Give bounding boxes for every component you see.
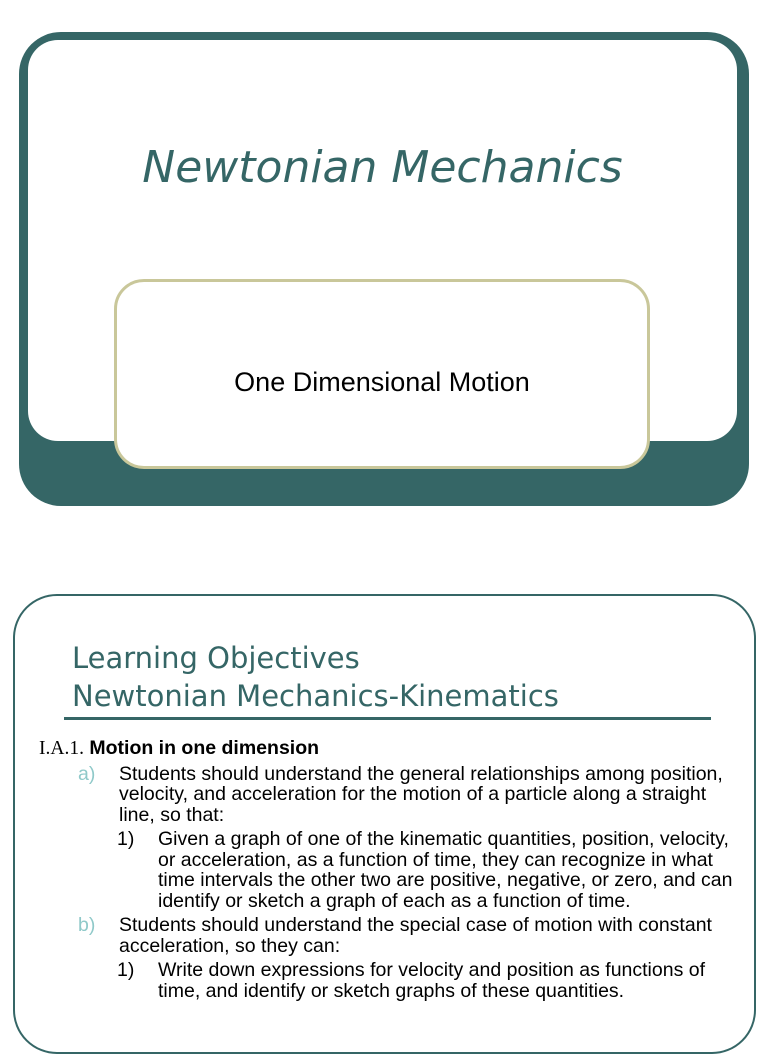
sub-list-item-text: Given a graph of one of the kinematic quantities, position, velocity, or acceleration, as a function of time, they can recognize in what time intervals the other two are positive, negative, or zero, and can identify or sketch a graph of each as a function of time. xyxy=(158,828,733,912)
list-item xyxy=(39,915,739,956)
list-marker: a) xyxy=(78,762,96,785)
subtitle-box xyxy=(114,279,650,469)
list-item-text: Students should understand the special case of motion with constant acceleration, so they can: xyxy=(119,914,712,957)
slide-subtitle: One Dimensional Motion xyxy=(234,367,530,397)
sub-list-marker: 1) xyxy=(117,959,135,981)
heading-line-1: Learning Objectives xyxy=(72,641,360,675)
list-marker: b) xyxy=(78,914,96,936)
sub-list-item xyxy=(39,960,739,1001)
objectives-content xyxy=(39,738,739,1005)
slide-title: Newtonian Mechanics xyxy=(142,142,623,193)
list-item-text: Students should understand the general relationships among position, velocity, and acceleration for the motion of a particle along a straight line, so that: xyxy=(119,762,723,826)
objective-code: I.A.1. xyxy=(39,738,84,759)
list-item xyxy=(39,764,739,826)
objective-heading xyxy=(39,738,739,760)
sub-list-item xyxy=(39,829,739,911)
sub-list-marker: 1) xyxy=(117,828,135,850)
objective-title: Motion in one dimension xyxy=(89,737,320,759)
heading-divider xyxy=(64,717,711,720)
heading-line-2: Newtonian Mechanics-Kinematics xyxy=(72,679,559,713)
sub-list-item-text: Write down expressions for velocity and position as functions of time, and identify or sketch graphs of these quantities. xyxy=(158,959,705,1002)
objectives-heading xyxy=(72,639,559,715)
